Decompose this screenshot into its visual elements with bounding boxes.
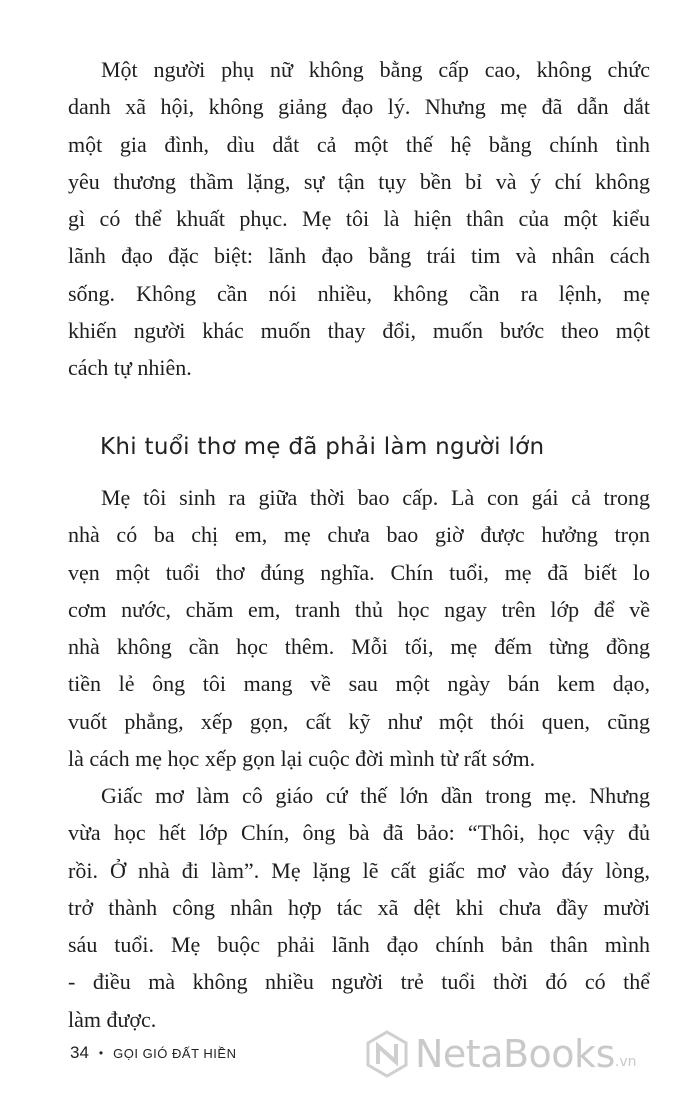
watermark-name: NetaBooks <box>415 1032 615 1076</box>
text-line: rồi. Ở nhà đi làm”. Mẹ lặng lẽ cất giấc mơ vào đáy lòng, <box>68 857 650 883</box>
text-line: cách tự nhiên. <box>68 355 192 381</box>
paragraph-3 <box>68 777 650 1038</box>
text-line: trở thành công nhân hợp tác xã dệt khi chưa đầy mười <box>68 894 650 920</box>
paragraph-1 <box>68 51 650 387</box>
text-line: Mẹ tôi sinh ra giữa thời bao cấp. Là con gái cả trong <box>101 485 650 510</box>
text-line: sáu tuổi. Mẹ buộc phải lãnh đạo chính bản thân mình <box>68 932 650 958</box>
section-heading: Khi tuổi thơ mẹ đã phải làm người lớn <box>100 434 545 460</box>
text-line: gì có thể khuất phục. Mẹ tôi là hiện thân của một kiểu <box>68 206 650 232</box>
watermark-tld: .vn <box>614 1054 637 1070</box>
text-line: lãnh đạo đặc biệt: lãnh đạo bằng trái tim và nhân cách <box>68 243 650 269</box>
text-line: nhà không cần học thêm. Mỗi tối, mẹ đếm từng đồng <box>68 634 650 660</box>
text-line: là cách mẹ học xếp gọn lại cuộc đời mình từ rất sớm. <box>68 746 536 772</box>
text-line: vẹn một tuổi thơ đúng nghĩa. Chín tuổi, mẹ đã biết lo <box>68 559 650 585</box>
text-line: yêu thương thầm lặng, sự tận tụy bền bỉ và ý chí không <box>68 168 650 194</box>
page-number: 34 <box>70 1043 89 1062</box>
text-line: cơm nước, chăm em, tranh thủ học ngay trên lớp để về <box>68 596 650 622</box>
text-line: nhà có ba chị em, mẹ chưa bao giờ được hưởng trọn <box>68 522 650 548</box>
paragraph-2 <box>68 479 650 777</box>
netabooks-logo-icon <box>365 1030 409 1078</box>
book-title: GỌI GIÓ ĐẤT HIỀN <box>113 1045 237 1061</box>
netabooks-watermark <box>365 1030 636 1078</box>
text-line: vuốt phẳng, xếp gọn, cất kỹ như một thói quen, cũng <box>68 708 650 734</box>
text-line: vừa học hết lớp Chín, ông bà đã bảo: “Thôi, học vậy đủ <box>68 820 650 846</box>
text-line: danh xã hội, không giảng đạo lý. Nhưng mẹ đã dẫn dắt <box>68 94 650 120</box>
text-line: sống. Không cần nói nhiều, không cần ra lệnh, mẹ <box>68 280 650 306</box>
text-line: tiền lẻ ông tôi mang về sau một ngày bán kem dạo, <box>68 671 650 697</box>
text-line: - điều mà không nhiều người trẻ tuổi thời đó có thể <box>68 969 650 995</box>
text-line: làm được. <box>68 1006 157 1032</box>
page-footer <box>70 1043 236 1063</box>
text-line: khiến người khác muốn thay đổi, muốn bước theo một <box>68 318 650 344</box>
text-line: Một người phụ nữ không bằng cấp cao, không chức <box>101 57 650 82</box>
text-line: Giấc mơ làm cô giáo cứ thế lớn dần trong mẹ. Nhưng <box>101 783 650 808</box>
footer-separator: • <box>98 1046 104 1060</box>
text-line: một gia đình, dìu dắt cả một thế hệ bằng chính tình <box>68 131 650 157</box>
